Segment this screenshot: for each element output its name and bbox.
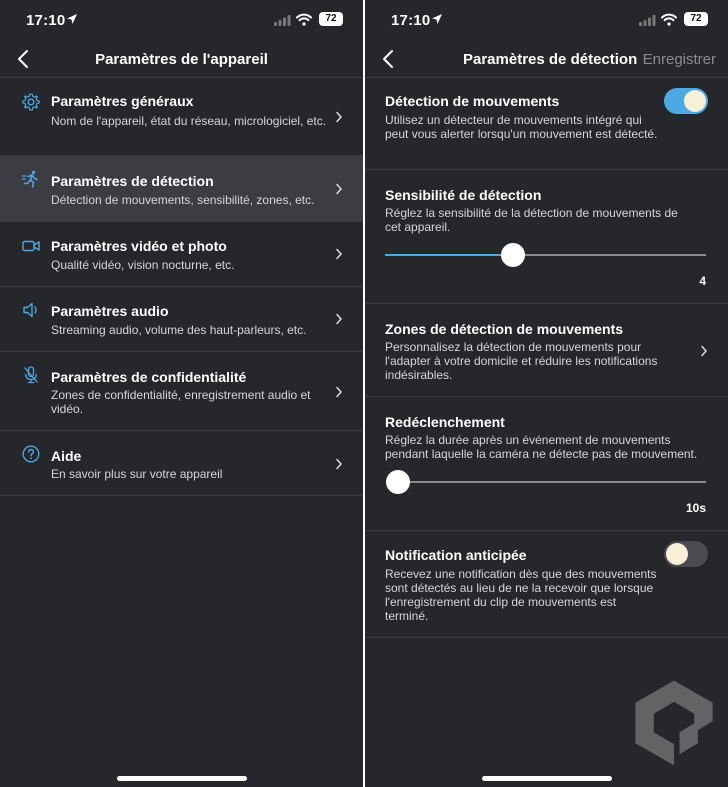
early-notification-toggle[interactable] — [664, 541, 708, 567]
menu-item-privacy-settings[interactable] — [0, 352, 363, 431]
page-title: Paramètres de l'appareil — [95, 51, 268, 68]
cellular-signal-icon — [639, 14, 656, 26]
section-title: Redéclenchement — [385, 414, 505, 430]
toggle-knob — [684, 90, 706, 112]
motion-detection-section — [365, 79, 728, 170]
page-title: Paramètres de détection — [463, 51, 638, 68]
early-notification-section — [365, 531, 728, 638]
section-description: Réglez la sensibilité de la détection de mouvements de cet appareil. — [385, 206, 678, 234]
menu-item-subtitle: Streaming audio, volume des haut-parleurs, etc. — [51, 323, 307, 337]
slider-thumb[interactable] — [386, 470, 410, 494]
menu-item-video-photo-settings[interactable] — [0, 222, 363, 287]
device-settings-screen — [0, 0, 363, 787]
section-description: Réglez la durée après un événement de mouvements pendant laquelle la caméra ne détecte pas de mouvement. — [385, 433, 698, 461]
sensitivity-value: 4 — [699, 274, 706, 288]
status-time: 17:10 — [391, 12, 431, 29]
chevron-right-icon — [335, 183, 343, 195]
watermark-logo — [628, 677, 720, 769]
chevron-right-icon — [335, 386, 343, 398]
menu-item-subtitle: Zones de confidentialité, enregistrement audio et vidéo. — [51, 388, 311, 416]
status-bar — [365, 0, 728, 40]
section-description: Utilisez un détecteur de mouvements intégré qui peut vous alerter lorsqu'un mouvement est détecté. — [385, 113, 658, 141]
slider-track — [398, 481, 706, 483]
section-title: Notification anticipée — [385, 547, 527, 563]
retrigger-value: 10s — [685, 501, 706, 515]
menu-item-subtitle: Qualité vidéo, vision nocturne, etc. — [51, 258, 235, 272]
location-arrow-icon — [66, 13, 78, 25]
detection-zones-section[interactable] — [365, 304, 728, 397]
slider-fill — [385, 254, 513, 256]
slider-thumb[interactable] — [501, 243, 525, 267]
menu-item-audio-settings[interactable] — [0, 287, 363, 352]
menu-item-general-settings[interactable] — [0, 79, 363, 156]
home-indicator — [482, 776, 612, 781]
nav-bar — [365, 40, 728, 78]
menu-item-subtitle: En savoir plus sur votre appareil — [51, 467, 223, 481]
nav-bar — [0, 40, 363, 78]
retrigger-section — [365, 397, 728, 531]
menu-item-title: Paramètres de confidentialité — [51, 369, 247, 385]
menu-item-subtitle: Détection de mouvements, sensibilité, zones, etc. — [51, 193, 315, 207]
menu-item-title: Paramètres audio — [51, 303, 169, 319]
menu-item-title: Paramètres de détection — [51, 173, 214, 189]
cellular-signal-icon — [274, 14, 291, 26]
sensitivity-slider[interactable] — [385, 242, 706, 268]
back-icon[interactable] — [379, 49, 399, 69]
sensitivity-section — [365, 170, 728, 304]
status-time: 17:10 — [26, 12, 66, 29]
menu-item-title: Paramètres vidéo et photo — [51, 238, 227, 254]
save-button[interactable]: Enregistrer — [642, 51, 716, 68]
chevron-right-icon — [335, 248, 343, 260]
wifi-icon — [661, 13, 677, 26]
menu-item-title: Paramètres généraux — [51, 93, 194, 109]
chevron-right-icon — [700, 345, 708, 357]
wifi-icon — [296, 13, 312, 26]
home-indicator — [117, 776, 247, 781]
battery-indicator: 72 — [319, 12, 343, 26]
section-title: Sensibilité de détection — [385, 187, 542, 203]
running-person-icon — [22, 170, 40, 188]
location-arrow-icon — [431, 13, 443, 25]
menu-item-help[interactable] — [0, 431, 363, 496]
motion-detection-toggle[interactable] — [664, 88, 708, 114]
detection-settings-screen — [365, 0, 728, 787]
gear-icon — [22, 93, 40, 111]
microphone-off-icon — [22, 366, 40, 384]
toggle-knob — [666, 543, 688, 565]
section-description: Personnalisez la détection de mouvements pour l'adapter à votre domicile et réduire les notifications indésirables. — [385, 340, 658, 382]
chevron-right-icon — [335, 313, 343, 325]
retrigger-slider[interactable] — [398, 469, 706, 495]
menu-item-subtitle: Nom de l'appareil, état du réseau, micrologiciel, etc. — [51, 114, 327, 128]
menu-item-detection-settings[interactable] — [0, 156, 363, 222]
section-title: Zones de détection de mouvements — [385, 321, 624, 337]
chevron-right-icon — [335, 458, 343, 470]
section-description: Recevez une notification dès que des mouvements sont détectés au lieu de ne la recevoir que lorsque l'enregistrement du clip de mouvements est terminé. — [385, 567, 657, 623]
battery-indicator: 72 — [684, 12, 708, 26]
video-camera-icon — [22, 237, 40, 255]
speaker-icon — [22, 301, 40, 319]
status-bar — [0, 0, 363, 40]
menu-item-title: Aide — [51, 448, 82, 464]
section-title: Détection de mouvements — [385, 93, 560, 109]
chevron-right-icon — [335, 111, 343, 123]
help-circle-icon — [22, 445, 40, 463]
